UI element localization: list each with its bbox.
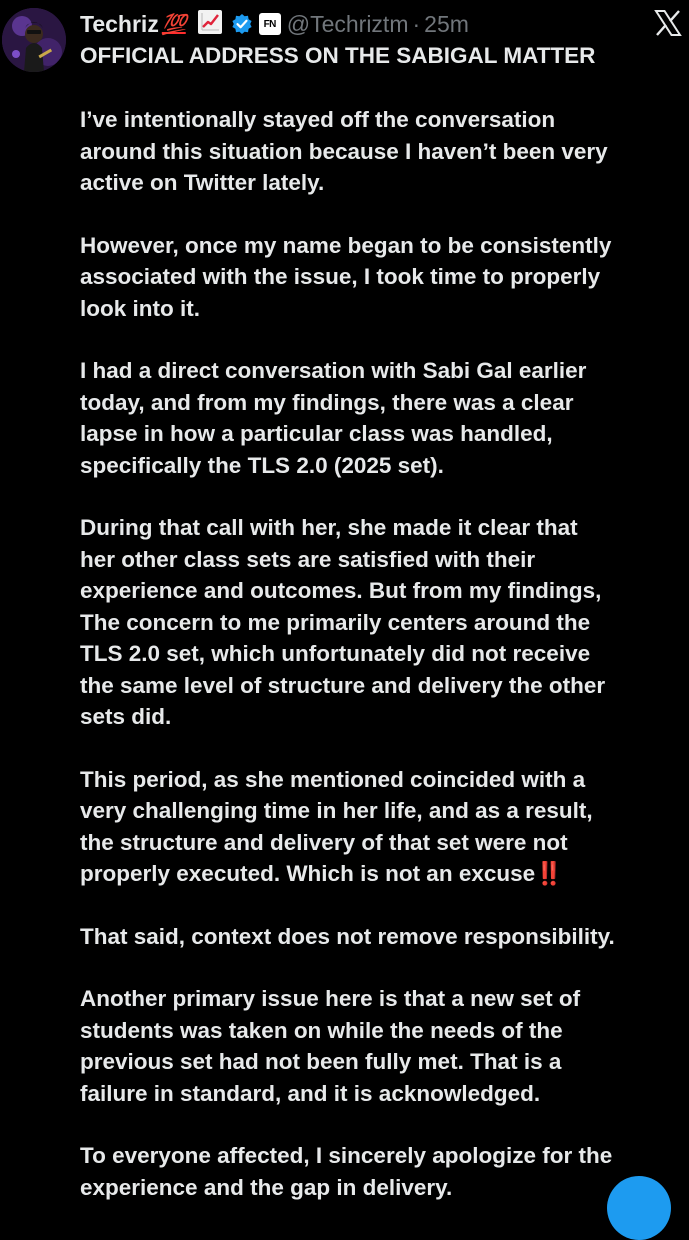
x-logo-icon[interactable] xyxy=(653,8,683,38)
text-line: That said, context does not remove responsibility. xyxy=(80,923,615,949)
text-line: Another primary issue here is that a new set of xyxy=(80,986,581,1011)
text-line: specifically the TLS 2.0 (2025 set). xyxy=(80,452,444,478)
text-line: I had a direct conversation with Sabi Gal earlier xyxy=(80,358,587,383)
text-line: experience and outcomes. But from my findings, xyxy=(80,578,602,603)
text-line: today, and from my findings, there was a clear xyxy=(80,389,574,415)
text-line: The concern to me primarily centers around the xyxy=(80,609,591,635)
text-line: active on Twitter lately. xyxy=(80,170,325,195)
text-line: her other class sets are satisfied with their xyxy=(80,546,536,572)
text-line: During that call with her, she made it clear that xyxy=(80,515,578,540)
paragraph xyxy=(80,764,685,890)
separator-dot: · xyxy=(412,10,421,37)
paragraph xyxy=(80,355,685,481)
paragraph xyxy=(80,921,685,953)
compose-button[interactable] xyxy=(607,1176,671,1240)
text-line: To everyone affected, I sincerely apologize for the xyxy=(80,1143,613,1168)
affiliate-badge[interactable]: FN xyxy=(259,13,281,35)
text-line: However, once my name began to be consistently xyxy=(80,232,612,258)
user-handle[interactable]: @Techriztm xyxy=(286,10,409,37)
tweet-title: OFFICIAL ADDRESS ON THE SABIGAL MATTER xyxy=(80,43,596,68)
double-exclamation-emoji: ‼️ xyxy=(535,861,562,886)
text-line: This period, as she mentioned coincided with a xyxy=(80,766,586,792)
text-line: look into it. xyxy=(80,295,200,321)
text-line: lapse in how a particular class was handled, xyxy=(80,421,553,446)
paragraph xyxy=(80,230,685,325)
paragraph xyxy=(80,104,685,199)
verified-badge-icon[interactable] xyxy=(231,13,253,35)
text-line: I’ve intentionally stayed off the conversation xyxy=(80,107,556,132)
paragraph xyxy=(80,512,685,733)
text-line: experience and the gap in delivery. xyxy=(80,1174,453,1200)
paragraph xyxy=(80,983,685,1109)
hundred-points-emoji: 💯 xyxy=(161,13,186,36)
text-line: very challenging time in her life, and as a result, xyxy=(80,798,593,823)
text-line: the structure and delivery of that set were not xyxy=(80,829,568,855)
avatar[interactable] xyxy=(2,8,66,72)
paragraph xyxy=(80,1140,685,1203)
text-line: failure in standard, and it is acknowledged. xyxy=(80,1080,541,1106)
text-line: TLS 2.0 set, which unfortunately did not receive xyxy=(80,641,591,666)
chart-increasing-emoji xyxy=(189,9,223,40)
tweet-header xyxy=(80,6,469,42)
text-segment: properly executed. Which is not an excuse xyxy=(80,861,536,886)
text-line: students was taken on while the needs of the xyxy=(80,1017,563,1043)
text-line: associated with the issue, I took time to properly xyxy=(80,264,601,289)
tweet-body xyxy=(80,104,685,1234)
display-name[interactable]: Techriz xyxy=(80,10,159,37)
timestamp[interactable]: 25m xyxy=(424,10,469,37)
text-line: previous set had not been fully met. That is a xyxy=(80,1049,562,1074)
text-line: sets did. xyxy=(80,704,172,729)
text-line: around this situation because I haven’t been very xyxy=(80,138,608,164)
chart-increasing-icon xyxy=(197,9,223,35)
avatar-art xyxy=(2,8,66,72)
text-line xyxy=(80,858,685,890)
text-line: the same level of structure and delivery the other xyxy=(80,672,606,698)
